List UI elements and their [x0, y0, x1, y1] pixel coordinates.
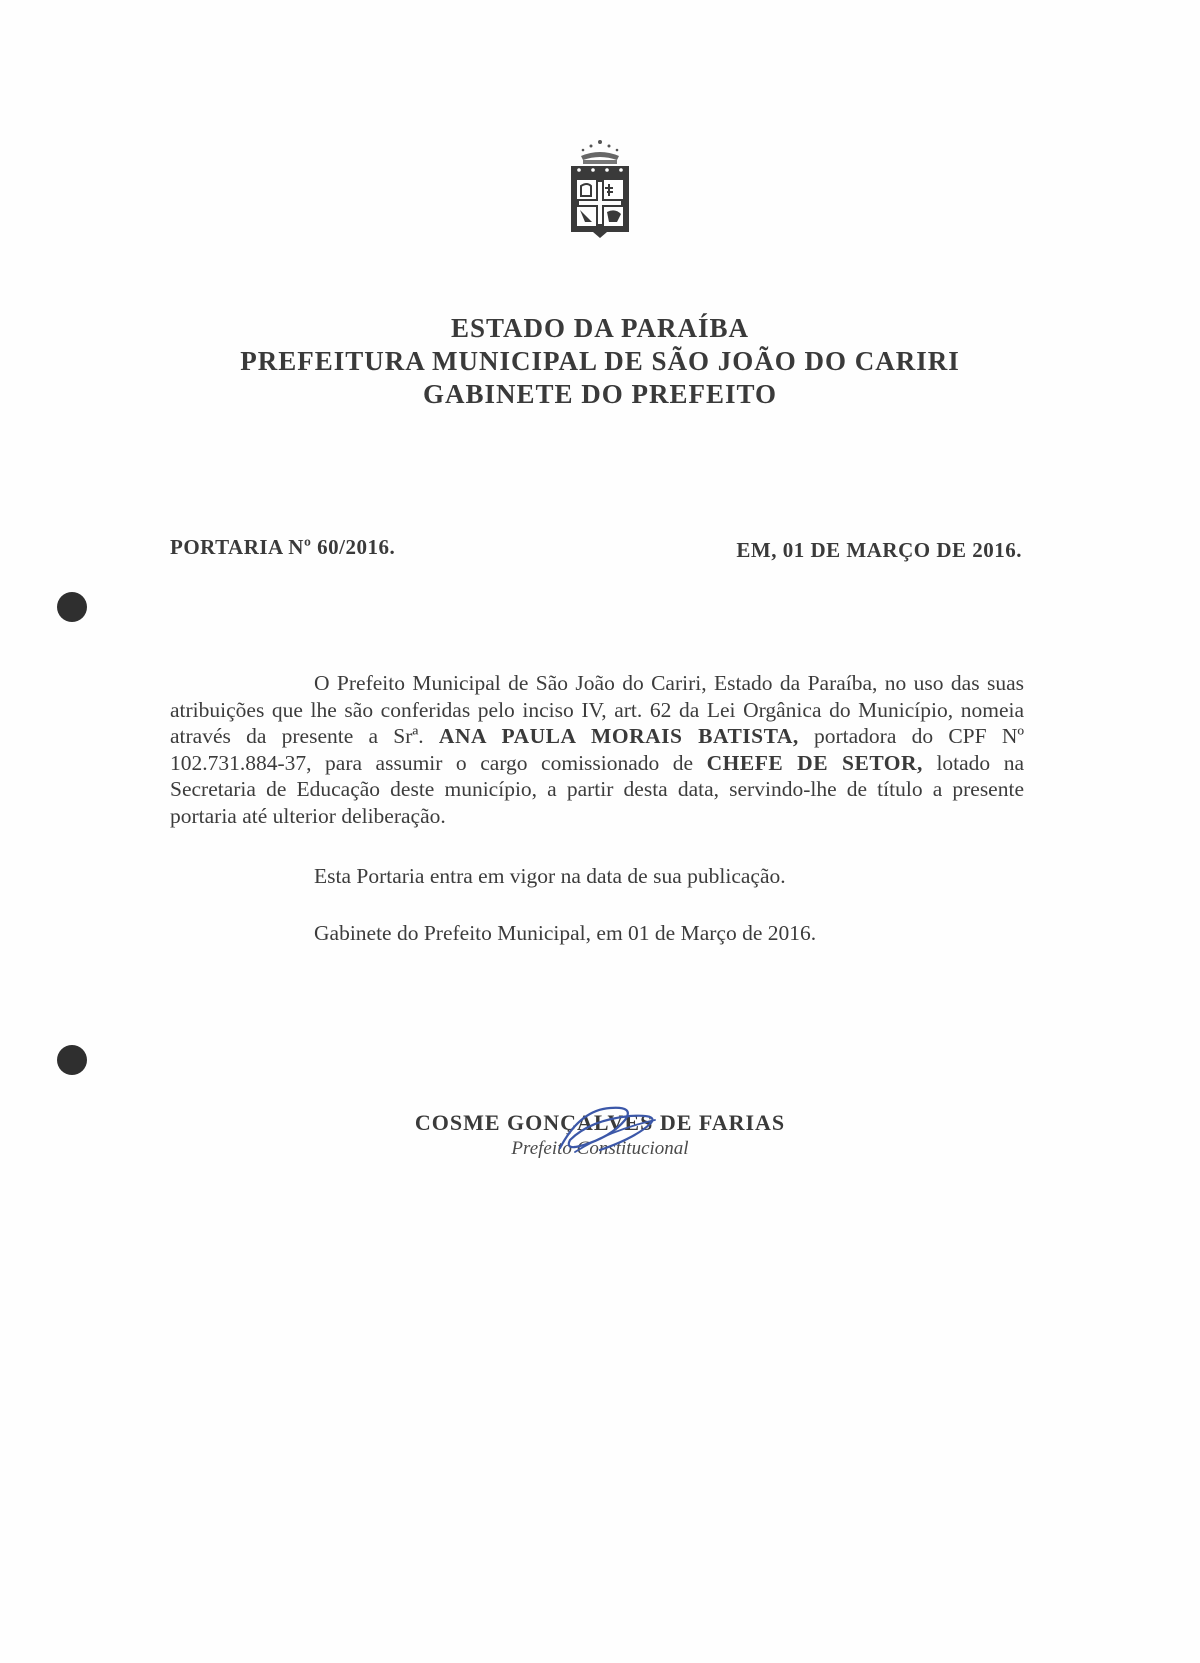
appointee-name: ANA PAULA MORAIS BATISTA, [438, 724, 799, 748]
header-prefecture: PREFEITURA MUNICIPAL DE SÃO JOÃO DO CARIRI [240, 346, 960, 376]
coat-of-arms-icon [555, 138, 645, 250]
body-paragraph-main [170, 670, 1024, 829]
header-office: GABINETE DO PREFEITO [422, 379, 778, 409]
body-text-part-c: lotado na Secretaria de Educação deste município, a partir desta data, servindo-lhe de título a presente portaria até ulterior deliberação. [170, 750, 1024, 828]
portaria-number: PORTARIA Nº 60/2016. [170, 535, 396, 559]
punch-hole-bottom [57, 1045, 87, 1075]
header-state: ESTADO DA PARAÍBA [450, 313, 750, 343]
body-paragraph-effective: Esta Portaria entra em vigor na data de sua publicação. [314, 864, 786, 888]
body-paragraph-closing: Gabinete do Prefeito Municipal, em 01 de Março de 2016. [314, 921, 817, 945]
body-text-part-b: portadora do CPF Nº 102.731.884-37, para assumir o cargo comissionado de [170, 724, 1025, 775]
document-header [0, 312, 1200, 411]
signatory-role: Prefeito Constitucional [511, 1138, 689, 1159]
handwritten-signature-icon [540, 1090, 680, 1170]
punch-hole-top [57, 592, 87, 622]
appointed-role: CHEFE DE SETOR, [706, 750, 923, 775]
signatory-name: COSME GONÇALVES DE FARIAS [414, 1110, 786, 1135]
portaria-date: EM, 01 DE MARÇO DE 2016. [736, 538, 1022, 562]
body-text-part-a: O Prefeito Municipal de São João do Cariri, Estado da Paraíba, no uso das suas atribuições que lhe são conferidas pelo inciso IV, art. 62 da Lei Orgânica do Município, nomeia através da presente a Srª. [170, 671, 1024, 748]
